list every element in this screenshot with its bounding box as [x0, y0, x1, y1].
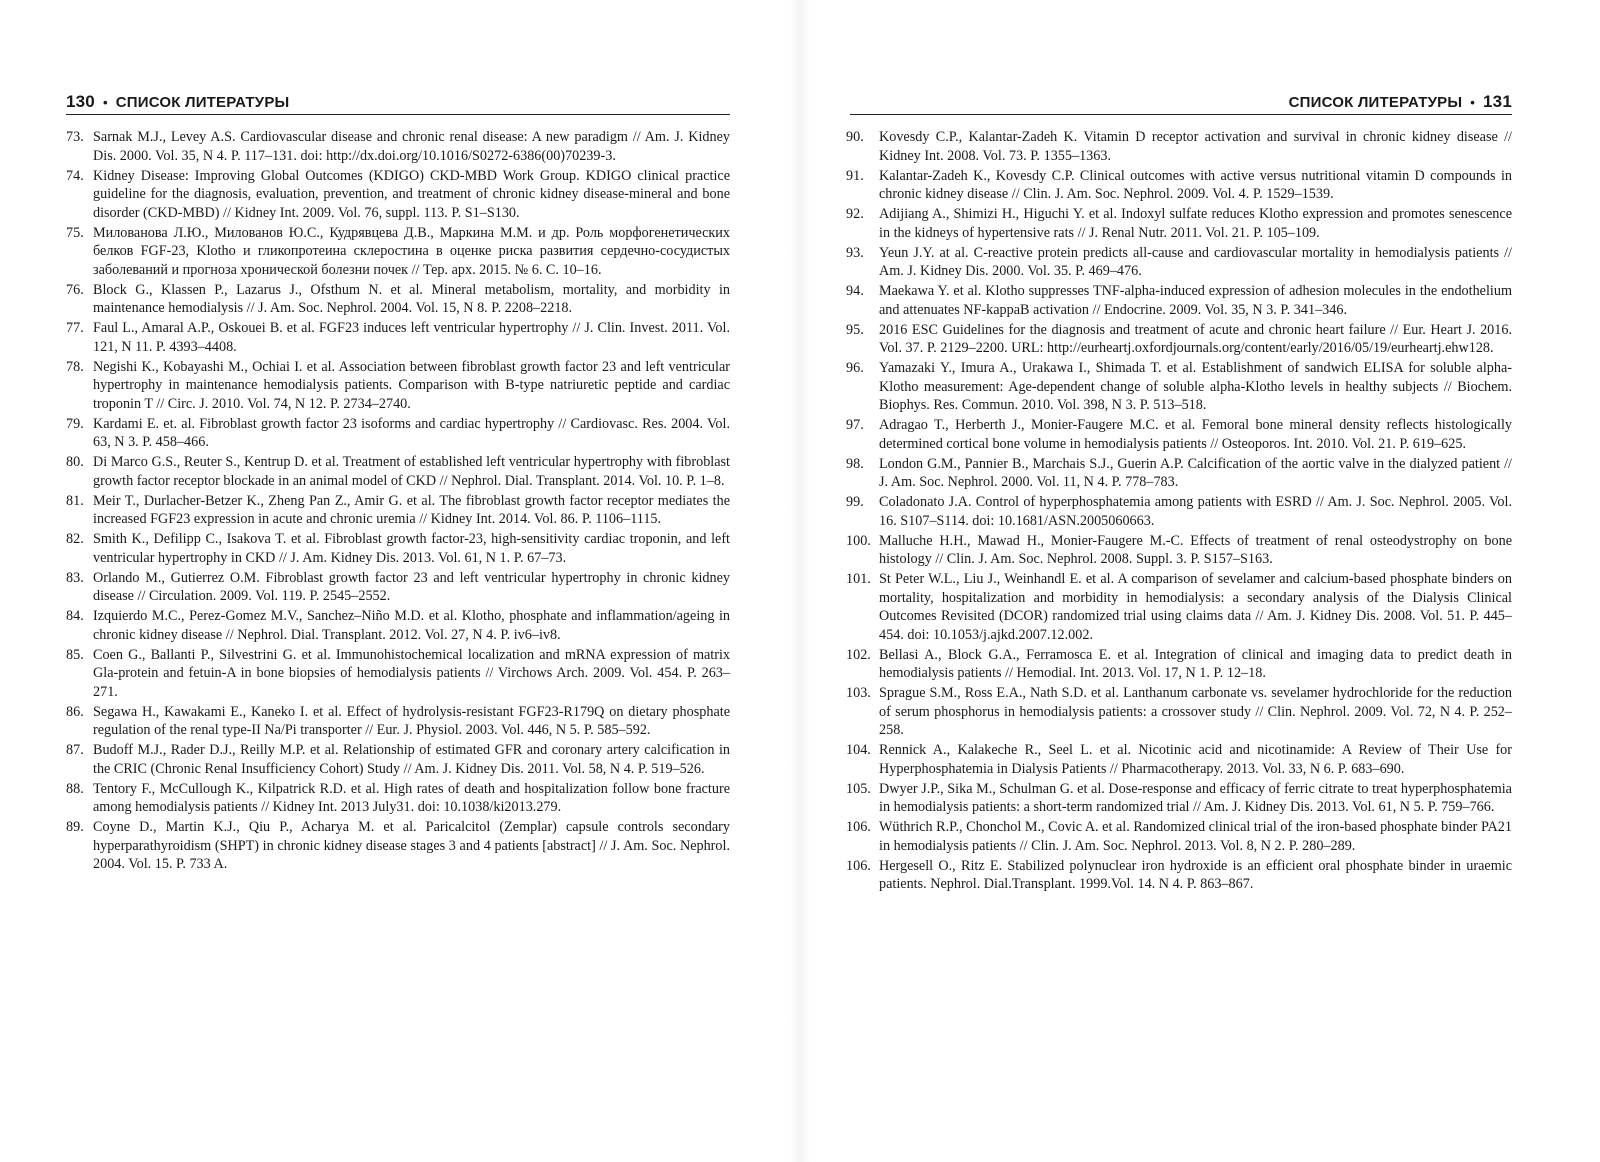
- reference-text: Kidney Disease: Improving Global Outcomes (KDIGO) CKD-MBD Work Group. KDIGO clinical practice guideline for the diagnosis, evaluation, prevention, and treatment of chronic kidney disease-mineral and bone disorder (CKD-MBD) // Kidney Int. 2009. Vol. 76, suppl. 113. P. S1–S130.: [93, 167, 730, 221]
- reference-number: 91.: [846, 167, 864, 184]
- reference-number: 89.: [66, 819, 84, 835]
- reference-number: 100.: [846, 532, 871, 549]
- reference-number: 76.: [66, 281, 84, 298]
- reference-text: Tentory F., McCullough K., Kilpatrick R.D. et al. High rates of death and hospitalization follow bone fracture among hemodialysis patients // Kidney Int. 2013 July31. doi: 10.1038/ki2013.279.: [93, 780, 730, 815]
- reference-number: 81.: [66, 492, 84, 509]
- reference-number: 93.: [846, 244, 864, 261]
- header-bullet: •: [1470, 94, 1476, 110]
- reference-item: [66, 607, 730, 644]
- reference-item: [66, 319, 730, 356]
- reference-item: [66, 492, 730, 529]
- reference-item: [846, 244, 1512, 281]
- reference-text: Bellasi A., Block G.A., Ferramosca E. et al. Integration of clinical and imaging data to predict death in hemodialysis patients // Hemodial. Int. 2013. Vol. 17, N 1. P. 12–18.: [879, 646, 1512, 681]
- reference-number: 103.: [846, 685, 871, 701]
- reference-number: 84.: [66, 608, 84, 624]
- reference-item: [846, 167, 1512, 204]
- reference-number: 77.: [66, 320, 84, 336]
- reference-number: 79.: [66, 415, 84, 432]
- reference-number: 101.: [846, 571, 871, 587]
- reference-text: Wüthrich R.P., Chonchol M., Covic A. et al. Randomized clinical trial of the iron-based phosphate binder PA21 in hemodialysis patients // Clin. J. Am. Soc. Nephrol. 2013. Vol. 8, N 2. P. 280–289.: [879, 819, 1512, 854]
- reference-text: London G.M., Pannier B., Marchais S.J., Guerin A.P. Calcification of the aortic valve in the dialyzed patient // J. Am. Soc. Nephrol. 2000. Vol. 11, N 4. P. 778–783.: [879, 455, 1512, 490]
- reference-number: 74.: [66, 167, 84, 184]
- reference-item: [846, 128, 1512, 165]
- reference-text: Adijiang A., Shimizi H., Higuchi Y. et al. Indoxyl sulfate reduces Klotho expression and promotes senescence in the kidneys of hypertensive rats // J. Renal Nutr. 2011. Vol. 21. P. 105–109.: [879, 206, 1512, 241]
- page-gutter: [790, 0, 810, 1162]
- reference-text: Yamazaki Y., Imura A., Urakawa I., Shimada T. et al. Establishment of sandwich ELISA for soluble alpha-Klotho measurement: Age-dependent change of soluble alpha-Klotho levels in healthy subjects // Biochem. Biophys. Res. Commun. 2010. Vol. 398, N 3. P. 513–518.: [879, 360, 1512, 413]
- reference-number: 96.: [846, 360, 864, 376]
- left-reference-list: [66, 128, 730, 875]
- reference-item: [66, 780, 730, 817]
- reference-number: 78.: [66, 358, 84, 375]
- reference-text: Hergesell O., Ritz E. Stabilized polynuclear iron hydroxide is an efficient oral phosphate binder in uraemic patients. Nephrol. Dial.Transplant. 1999.Vol. 14. N 4. P. 863–867.: [879, 857, 1512, 892]
- right-header-title: СПИСОК ЛИТЕРАТУРЫ: [1288, 93, 1463, 111]
- reference-item: [66, 646, 730, 702]
- left-page: [0, 0, 790, 1162]
- reference-item: [846, 359, 1512, 415]
- reference-item: [66, 358, 730, 414]
- reference-text: Adragao T., Herberth J., Monier-Faugere M.C. et al. Femoral bone mineral density reflects histologically determined cortical bone volume in hemodialysis patients // Osteoporos. Int. 2010. Vol. 21. P. 619–625.: [879, 417, 1512, 452]
- reference-text: Izquierdo M.C., Perez-Gomez M.V., Sanchez–Niño M.D. et al. Klotho, phosphate and inflammation/ageing in chronic kidney disease // Nephrol. Dial. Transplant. 2012. Vol. 27, N 4. P. iv6–iv8.: [93, 608, 730, 643]
- left-page-number: 130: [66, 92, 95, 111]
- reference-item: [66, 128, 730, 165]
- reference-item: [846, 818, 1512, 855]
- reference-number: 90.: [846, 129, 864, 145]
- reference-number: 102.: [846, 646, 871, 663]
- reference-item: [846, 416, 1512, 453]
- reference-text: Block G., Klassen P., Lazarus J., Ofsthum N. et al. Mineral metabolism, mortality, and morbidity in maintenance hemodialysis // J. Am. Soc. Nephrol. 2004. Vol. 15, N 8. P. 2208–2218.: [93, 281, 730, 316]
- reference-number: 85.: [66, 646, 84, 663]
- reference-text: Kalantar-Zadeh K., Kovesdy C.P. Clinical outcomes with active versus nutritional vitamin D compounds in chronic kidney disease // Clin. J. Am. Soc. Nephrol. 2009. Vol. 4. P. 1529–1539.: [879, 167, 1512, 202]
- right-running-header: [850, 90, 1512, 115]
- reference-number: 88.: [66, 780, 84, 797]
- reference-text: Милованова Л.Ю., Милованов Ю.С., Кудрявцева Д.В., Маркина М.М. и др. Роль морфогенетических белков FGF-23, Klotho и гликопротеина склеростина в оценке риска развития сердечно-сосудистых заболеваний и прогноза хронической болезни почек // Тер. арх. 2015. № 6. С. 10–16.: [93, 224, 730, 278]
- reference-number: 95.: [846, 321, 864, 338]
- reference-number: 94.: [846, 283, 864, 299]
- reference-number: 99.: [846, 494, 864, 510]
- reference-number: 82.: [66, 531, 84, 547]
- reference-item: [846, 570, 1512, 644]
- reference-item: [846, 455, 1512, 492]
- reference-text: Faul L., Amaral A.P., Oskouei B. et al. FGF23 induces left ventricular hypertrophy // J. Clin. Invest. 2011. Vol. 121, N 11. P. 4393–4408.: [93, 320, 730, 355]
- reference-number: 97.: [846, 417, 864, 433]
- reference-text: Coladonato J.A. Control of hyperphosphatemia among patients with ESRD // Am. J. Soc. Nephrol. 2005. Vol. 16. S107–S114. doi: 10.1681/ASN.2005060663.: [879, 494, 1512, 529]
- reference-text: St Peter W.L., Liu J., Weinhandl E. et al. A comparison of sevelamer and calcium-based phosphate binders on mortality, hospitalization and morbidity in hemodialysis: a secondary analysis of the Dialysis Clinical Outcomes Revisited (DCOR) randomized trial using claims data // Am. J. Kidney Dis. 2008. Vol. 51. P. 445–454. doi: 10.1053/j.ajkd.2007.12.002.: [879, 571, 1512, 643]
- reference-text: Sarnak M.J., Levey A.S. Cardiovascular disease and chronic renal disease: A new paradigm // Am. J. Kidney Dis. 2000. Vol. 35, N 4. P. 117–131. doi: http://dx.doi.org/10.1016/S0272-6386(00)70239-3.: [93, 129, 730, 164]
- reference-text: 2016 ESC Guidelines for the diagnosis and treatment of acute and chronic heart failure // Eur. Heart J. 2016. Vol. 37. P. 2129–2200. URL: http://eurheartj.oxfordjournals.org/content/early/2016/05/19/eurheartj.ehw128.: [879, 321, 1512, 356]
- reference-number: 75.: [66, 224, 84, 241]
- reference-item: [66, 703, 730, 740]
- reference-text: Budoff M.J., Rader D.J., Reilly M.P. et al. Relationship of estimated GFR and coronary artery calcification in the CRIC (Chronic Renal Insufficiency Cohort) Study // Am. J. Kidney Dis. 2011. Vol. 58, N 4. P. 519–526.: [93, 742, 730, 777]
- reference-text: Dwyer J.P., Sika M., Schulman G. et al. Dose-response and efficacy of ferric citrate to treat hyperphosphatemia in hemodialysis patients: a short-term randomized trial // Am. J. Kidney Dis. 2013. Vol. 61, N 5. P. 759–766.: [879, 780, 1512, 815]
- reference-item: [66, 281, 730, 318]
- reference-item: [846, 684, 1512, 740]
- reference-item: [846, 741, 1512, 778]
- reference-item: [846, 205, 1512, 242]
- reference-item: [846, 532, 1512, 569]
- reference-number: 80.: [66, 454, 84, 470]
- reference-text: Yeun J.Y. at al. C-reactive protein predicts all-cause and cardiovascular mortality in hemodialysis patients // Am. J. Kidney Dis. 2000. Vol. 35. P. 469–476.: [879, 244, 1512, 279]
- reference-text: Segawa H., Kawakami E., Kaneko I. et al. Effect of hydrolysis-resistant FGF23-R179Q on dietary phosphate regulation of the renal type-II Na/Pi transporter // Eur. J. Physiol. 2003. Vol. 446, N 5. P. 585–592.: [93, 703, 730, 738]
- reference-text: Coyne D., Martin K.J., Qiu P., Acharya M. et al. Paricalcitol (Zemplar) capsule controls secondary hyperparathyroidism (SHPT) in chronic kidney disease stages 3 and 4 patients [abstract] // J. Am. Soc. Nephrol. 2004. Vol. 15. P. 733 A.: [93, 819, 730, 872]
- reference-text: Malluche H.H., Mawad H., Monier-Faugere M.-C. Effects of treatment of renal osteodystrophy on bone histology // Clin. J. Am. Soc. Nephrol. 2008. Suppl. 3. P. S157–S163.: [879, 532, 1512, 567]
- reference-text: Kovesdy C.P., Kalantar-Zadeh K. Vitamin D receptor activation and survival in chronic kidney disease // Kidney Int. 2008. Vol. 73. P. 1355–1363.: [879, 129, 1512, 164]
- header-bullet: •: [102, 94, 108, 110]
- reference-item: [66, 453, 730, 490]
- reference-item: [66, 741, 730, 778]
- reference-text: Rennick A., Kalakeche R., Seel L. et al. Nicotinic acid and nicotinamide: A Review of Their Use for Hyperphosphatemia in Dialysis Patients // Pharmacotherapy. 2013. Vol. 33, N 6. P. 683–690.: [879, 742, 1512, 777]
- reference-number: 105.: [846, 780, 871, 797]
- reference-text: Sprague S.M., Ross E.A., Nath S.D. et al. Lanthanum carbonate vs. sevelamer hydrochloride for the reduction of serum phosphorus in hemodialysis patients: a crossover study // Clin. Nephrol. 2009. Vol. 72, N 4. P. 252–258.: [879, 685, 1512, 738]
- reference-number: 83.: [66, 569, 84, 586]
- reference-item: [66, 818, 730, 874]
- reference-item: [66, 167, 730, 223]
- reference-text: Coen G., Ballanti P., Silvestrini G. et al. Immunohistochemical localization and mRNA expression of matrix Gla-protein and fetuin-A in bone biopsies of hemodialysis patients // Virchows Arch. 2009. Vol. 454. P. 263–271.: [93, 646, 730, 700]
- reference-text: Orlando M., Gutierrez O.M. Fibroblast growth factor 23 and left ventricular hypertrophy in chronic kidney disease // Circulation. 2009. Vol. 119. P. 2545–2552.: [93, 569, 730, 604]
- reference-number: 73.: [66, 129, 84, 145]
- reference-text: Maekawa Y. et al. Klotho suppresses TNF-alpha-induced expression of adhesion molecules in the endothelium and attenuates NF-kappaB activation // Endocrine. 2009. Vol. 35, N 3. P. 341–346.: [879, 283, 1512, 318]
- reference-text: Smith K., Defilipp C., Isakova T. et al. Fibroblast growth factor-23, high-sensitivity cardiac troponin, and left ventricular hypertrophy in CKD // J. Am. Kidney Dis. 2013. Vol. 61, N 1. P. 67–73.: [93, 531, 730, 566]
- reference-text: Di Marco G.S., Reuter S., Kentrup D. et al. Treatment of established left ventricular hypertrophy with fibroblast growth factor receptor blockade in an animal model of CKD // Nephrol. Dial. Transplant. 2014. Vol. 10. P. 1–8.: [93, 454, 730, 489]
- left-header-title: СПИСОК ЛИТЕРАТУРЫ: [115, 93, 290, 111]
- reference-number: 87.: [66, 742, 84, 758]
- right-reference-list: [846, 128, 1512, 895]
- reference-number: 106.: [846, 857, 871, 874]
- reference-item: [846, 282, 1512, 319]
- reference-number: 106.: [846, 819, 871, 835]
- reference-item: [66, 569, 730, 606]
- reference-text: Kardami E. et. al. Fibroblast growth factor 23 isoforms and cardiac hypertrophy // Cardiovasc. Res. 2004. Vol. 63, N 3. P. 458–466.: [93, 415, 730, 450]
- left-running-header: [66, 90, 730, 115]
- reference-item: [846, 780, 1512, 817]
- reference-number: 92.: [846, 206, 864, 222]
- reference-item: [66, 224, 730, 280]
- right-page-number: 131: [1483, 92, 1512, 111]
- reference-number: 98.: [846, 455, 864, 472]
- reference-item: [66, 530, 730, 567]
- reference-item: [846, 646, 1512, 683]
- reference-item: [846, 321, 1512, 358]
- right-page: [810, 0, 1600, 1162]
- reference-text: Negishi K., Kobayashi M., Ochiai I. et al. Association between fibroblast growth factor 23 and left ventricular hypertrophy in maintenance hemodialysis patients. Comparison with B-type natriuretic peptide and cardiac troponin T // Circ. J. 2010. Vol. 74, N 12. P. 2734–2740.: [93, 358, 730, 412]
- reference-number: 104.: [846, 742, 871, 758]
- reference-item: [846, 493, 1512, 530]
- reference-text: Meir T., Durlacher-Betzer K., Zheng Pan Z., Amir G. et al. The fibroblast growth factor receptor mediates the increased FGF23 expression in acute and chronic uremia // Kidney Int. 2014. Vol. 86. P. 1106–1115.: [93, 492, 730, 527]
- reference-number: 86.: [66, 703, 84, 720]
- reference-item: [66, 415, 730, 452]
- reference-item: [846, 857, 1512, 894]
